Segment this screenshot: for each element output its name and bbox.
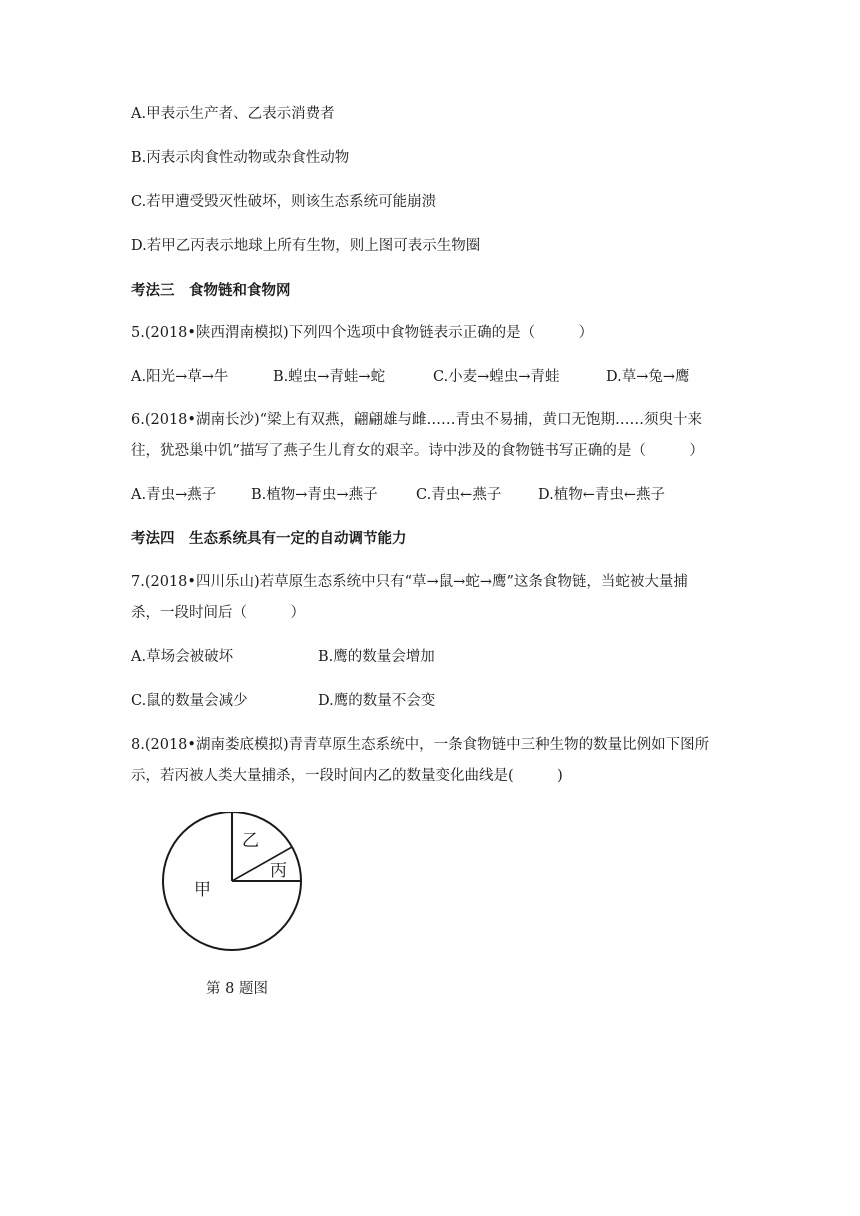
q7-option-c: C.鼠的数量会减少 bbox=[131, 693, 248, 709]
q6-stem-line2: 往，犹恐巢中饥”描写了燕子生儿育女的艰辛。诗中涉及的食物链书写正确的是（ ） bbox=[131, 443, 704, 459]
q7-stem-line1: 7.(2018•四川乐山)若草原生态系统中只有“草→鼠→蛇→鹰”这条食物链，当蛇被大量捕 bbox=[131, 574, 688, 590]
q5-option-a: A.阳光→草→牛 bbox=[131, 369, 229, 385]
section-heading-3: 考法三 食物链和食物网 bbox=[131, 283, 291, 299]
q5-option-c: C.小麦→蝗虫→青蛙 bbox=[433, 369, 560, 385]
q8-stem-line2: 示，若丙被人类大量捕杀，一段时间内乙的数量变化曲线是( ) bbox=[131, 768, 563, 784]
q7-stem-line2: 杀，一段时间后（ ） bbox=[131, 605, 305, 621]
pie-label-yi: 乙 bbox=[242, 831, 259, 851]
q7-option-b: B.鹰的数量会增加 bbox=[318, 649, 435, 665]
q6-option-d: D.植物←青虫←燕子 bbox=[538, 487, 666, 503]
q6-option-a: A.青虫→燕子 bbox=[131, 487, 217, 503]
q7-option-a: A.草场会被破坏 bbox=[131, 649, 234, 665]
q4-option-a: A.甲表示生产者、乙表示消费者 bbox=[131, 106, 335, 122]
q4-option-c: C.若甲遭受毁灭性破坏，则该生态系统可能崩溃 bbox=[131, 194, 437, 210]
q6-option-b: B.植物→青虫→燕子 bbox=[251, 487, 378, 503]
q6-stem-line1: 6.(2018•湖南长沙)“梁上有双燕，翩翩雄与雌……青虫不易捕，黄口无饱期……须臾十来 bbox=[131, 412, 703, 428]
pie-label-bing: 丙 bbox=[270, 861, 287, 881]
q8-stem-line1: 8.(2018•湖南娄底模拟)青青草原生态系统中，一条食物链中三种生物的数量比例如下图所 bbox=[131, 737, 710, 753]
q5-option-d: D.草→兔→鹰 bbox=[606, 369, 690, 385]
q4-option-d: D.若甲乙丙表示地球上所有生物，则上图可表示生物圈 bbox=[131, 238, 481, 254]
q7-option-d: D.鹰的数量不会变 bbox=[318, 693, 436, 709]
q4-option-b: B.丙表示肉食性动物或杂食性动物 bbox=[131, 150, 350, 166]
pie-label-jia: 甲 bbox=[194, 880, 211, 900]
section-heading-4: 考法四 生态系统具有一定的自动调节能力 bbox=[131, 531, 407, 547]
q8-pie-figure bbox=[160, 812, 304, 956]
q5-stem: 5.(2018•陕西渭南模拟)下列四个选项中食物链表示正确的是（ ） bbox=[131, 325, 594, 341]
q8-figure-caption: 第 8 题图 bbox=[206, 981, 268, 997]
q6-option-c: C.青虫←燕子 bbox=[416, 487, 502, 503]
q5-option-b: B.蝗虫→青蛙→蛇 bbox=[273, 369, 386, 385]
